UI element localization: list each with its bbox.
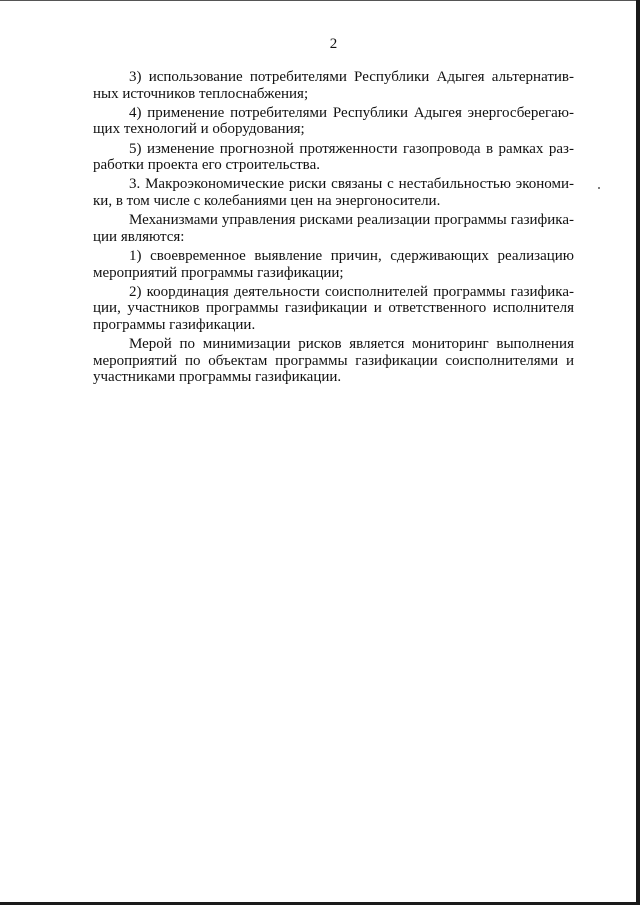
paragraph-mechanism-1: 1) своевременное выявление причин, сдерживающих реализацию мероприятий программы газификации; — [93, 247, 574, 281]
document-body — [93, 69, 574, 388]
scan-edge-top — [0, 0, 640, 1]
paragraph-item-3: 3) использование потребителями Республики Адыгея альтернативных источников теплоснабжения; — [93, 69, 574, 102]
paragraph-item-5: 5) изменение прогнозной протяженности газопровода в рамках разработки проекта его строительства. — [93, 140, 574, 174]
page-number: 2 — [329, 36, 338, 52]
paragraph-macroeconomic-risks: 3. Макроэкономические риски связаны с нестабильностью экономики, в том числе с колебаниями цен на энергоносители. — [93, 176, 574, 209]
paragraph-mechanism-2: 2) координация деятельности соисполнителей программы газификации, участников программы газификации и ответственного исполнителя программы газификации. — [93, 283, 574, 333]
scan-speck — [598, 187, 600, 189]
paragraph-risk-minimization: Мерой по минимизации рисков является мониторинг выполнения мероприятий по объектам программы газификации соисполнителями и участниками программы газификации. — [93, 336, 574, 386]
paragraph-item-4: 4) применение потребителями Республики Адыгея энергосберегающих технологий и оборудования; — [93, 104, 574, 138]
paragraph-risk-mechanisms: Механизмами управления рисками реализации программы газификации являются: — [93, 212, 574, 245]
scan-edge-right — [636, 0, 640, 905]
